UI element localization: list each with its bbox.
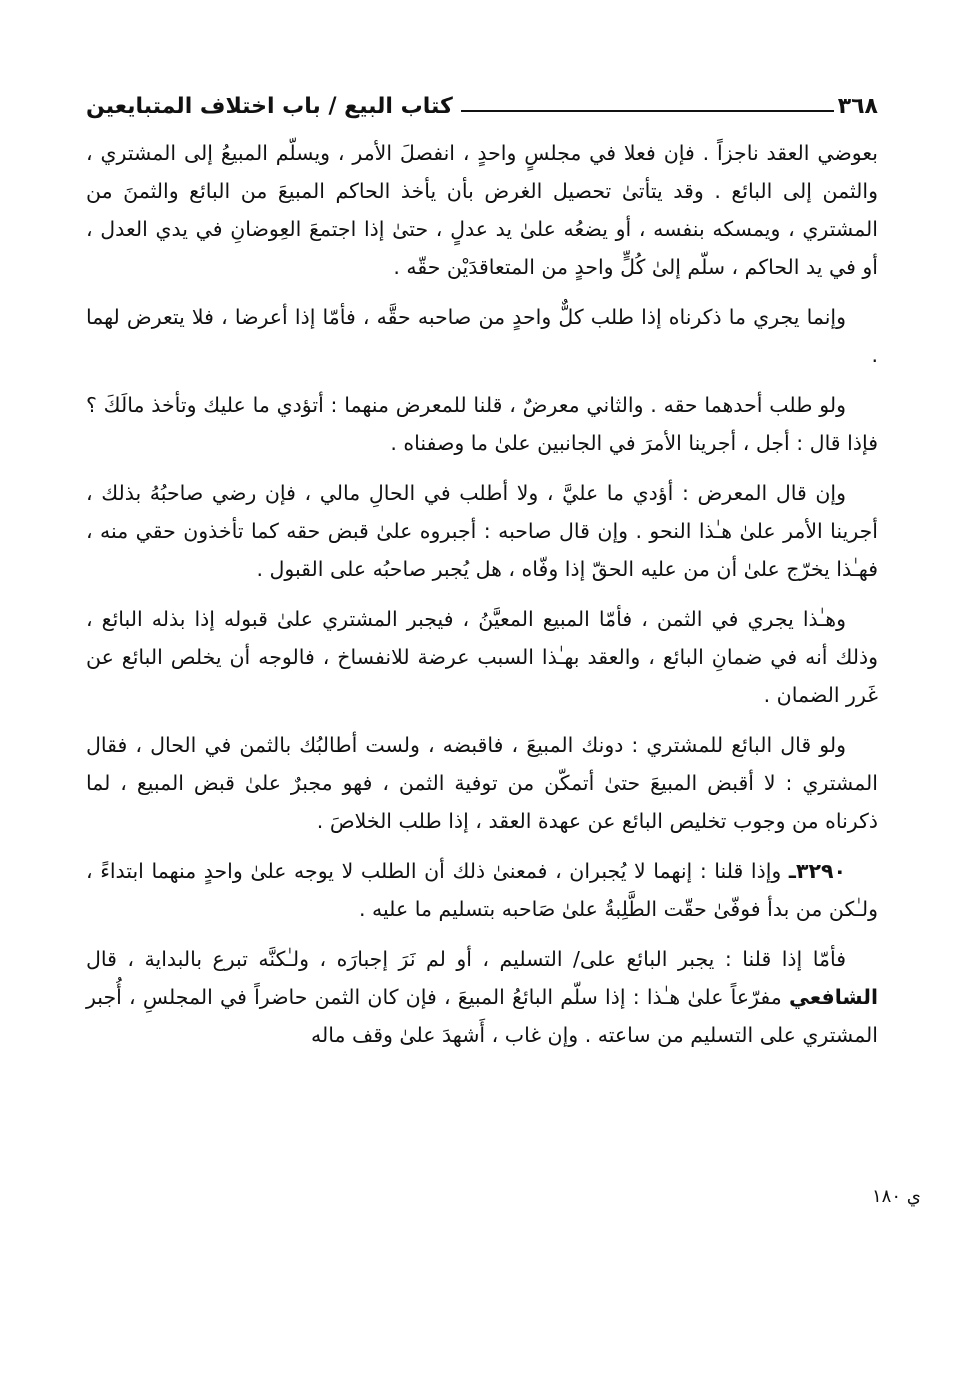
paragraph: وإنما يجري ما ذكرناه إذا طلب كلٌّ واحدٍ من صاحبه حقَّه ، فأمّا إذا أعرضا ، فلا يتعرض لهما . bbox=[86, 305, 878, 367]
paragraph: بعوضي العقد ناجزاً . فإن فعلا في مجلسٍ واحدٍ ، انفصلَ الأمر ، ويسلّم المبيعُ إلى المشتري ، والثمن إلى البائع . وقد يتأتىٰ تحصيل الغرض بأن يأخذ الحاكم المبيعَ من البائع والثمنَ من المشتري ، ويمسكه بنفسه ، أو يضعُه علىٰ يد عدلٍ ، حتىٰ إذا اجتمعَ العِوضانِ في يدي العدل ، أو في يد الحاكم ، سلّم إلىٰ كُلٍّ واحدٍ من المتعاقدَيْن حقّه . bbox=[86, 141, 878, 279]
section-number: ٣٢٩٠ـ bbox=[788, 859, 846, 883]
header-rule bbox=[461, 110, 834, 112]
page-number: ٣٦٨ bbox=[837, 93, 878, 119]
running-header bbox=[86, 86, 878, 126]
paragraph-text: وإذا قلنا : إنهما لا يُجبران ، فمعنىٰ ذلك أن الطلب لا يوجه علىٰ واحدٍ منهما ابتداءً ، ولـٰكن من بدأ فوفّىٰ حقّت الطَّلِبةُ علىٰ صَاحبه بتسليم ما عليه . bbox=[86, 859, 878, 921]
numbered-paragraph bbox=[86, 852, 878, 928]
main-text bbox=[86, 134, 878, 1066]
margin-reference: ي ١٨٠ bbox=[872, 1186, 921, 1207]
paragraph-text: فأمّا إذا قلنا : يجبر البائع على/ التسليم ، أو لم نَرَ إجبارَه ، ولـٰكنَّه تبرع بالبداية ، قال bbox=[86, 947, 846, 971]
paragraph: ولو قال البائع للمشتري : دونك المبيعَ ، فاقبضه ، ولست أطالبُك بالثمن في الحال ، فقال المشتري : لا أقبض المبيعَ حتىٰ أتمكّن من توفية الثمن ، فهو مجبرٌ علىٰ قبض المبيع ، لما ذكرناه من وجوب تخليص البائع عن عهدة العقد ، إذا طلب الخلاصَ . bbox=[86, 733, 878, 833]
paragraph: وإن قال المعرض : أؤدي ما عليَّ ، ولا أطلب في الحالِ مالي ، فإن رضي صاحبُهُ بذلك ، أجرينا الأمر علىٰ هـٰذا النحو . وإن قال صاحبه : أجبروه علىٰ قبض حقه كما تأخذون حقي منه ، فهـٰذا يخرّج علىٰ أن من عليه الحقّ إذا وفّاه ، هل يُجبر صاحبُه على القبول . bbox=[86, 481, 878, 581]
highlighted-name: الشافعي bbox=[788, 985, 878, 1009]
paragraph-text: مفرّعاً علىٰ هـٰذا : إذا سلّم البائعُ المبيعَ ، فإن كان الثمن حاضراً في المجلسِ ، أُجبر المشتري على التسليم من ساعته . وإن غاب ، أَشهدَ علىٰ وقف ماله bbox=[86, 985, 878, 1047]
running-title: كتاب البيع / باب اختلاف المتبايعين bbox=[86, 93, 453, 119]
paragraph bbox=[86, 940, 878, 1054]
paragraph: وهـٰذا يجري في الثمن ، فأمّا المبيع المعيَّنُ ، فيجبر المشتري علىٰ قبوله إذا بذله البائع ، وذلك أنه في ضمانِ البائع ، والعقد بهـٰذا السبب عرضة للانفساخ ، فالوجه أن يخلص البائع عن غَرر الضمان . bbox=[86, 607, 878, 707]
paragraph: ولو طلب أحدهما حقه . والثاني معرضٌ ، قلنا للمعرض منهما : أتؤدي ما عليك وتأخذ مالَكَ ؟ فإذا قال : أجل ، أجرينا الأمرَ في الجانبين علىٰ ما وصفناه . bbox=[86, 393, 878, 455]
